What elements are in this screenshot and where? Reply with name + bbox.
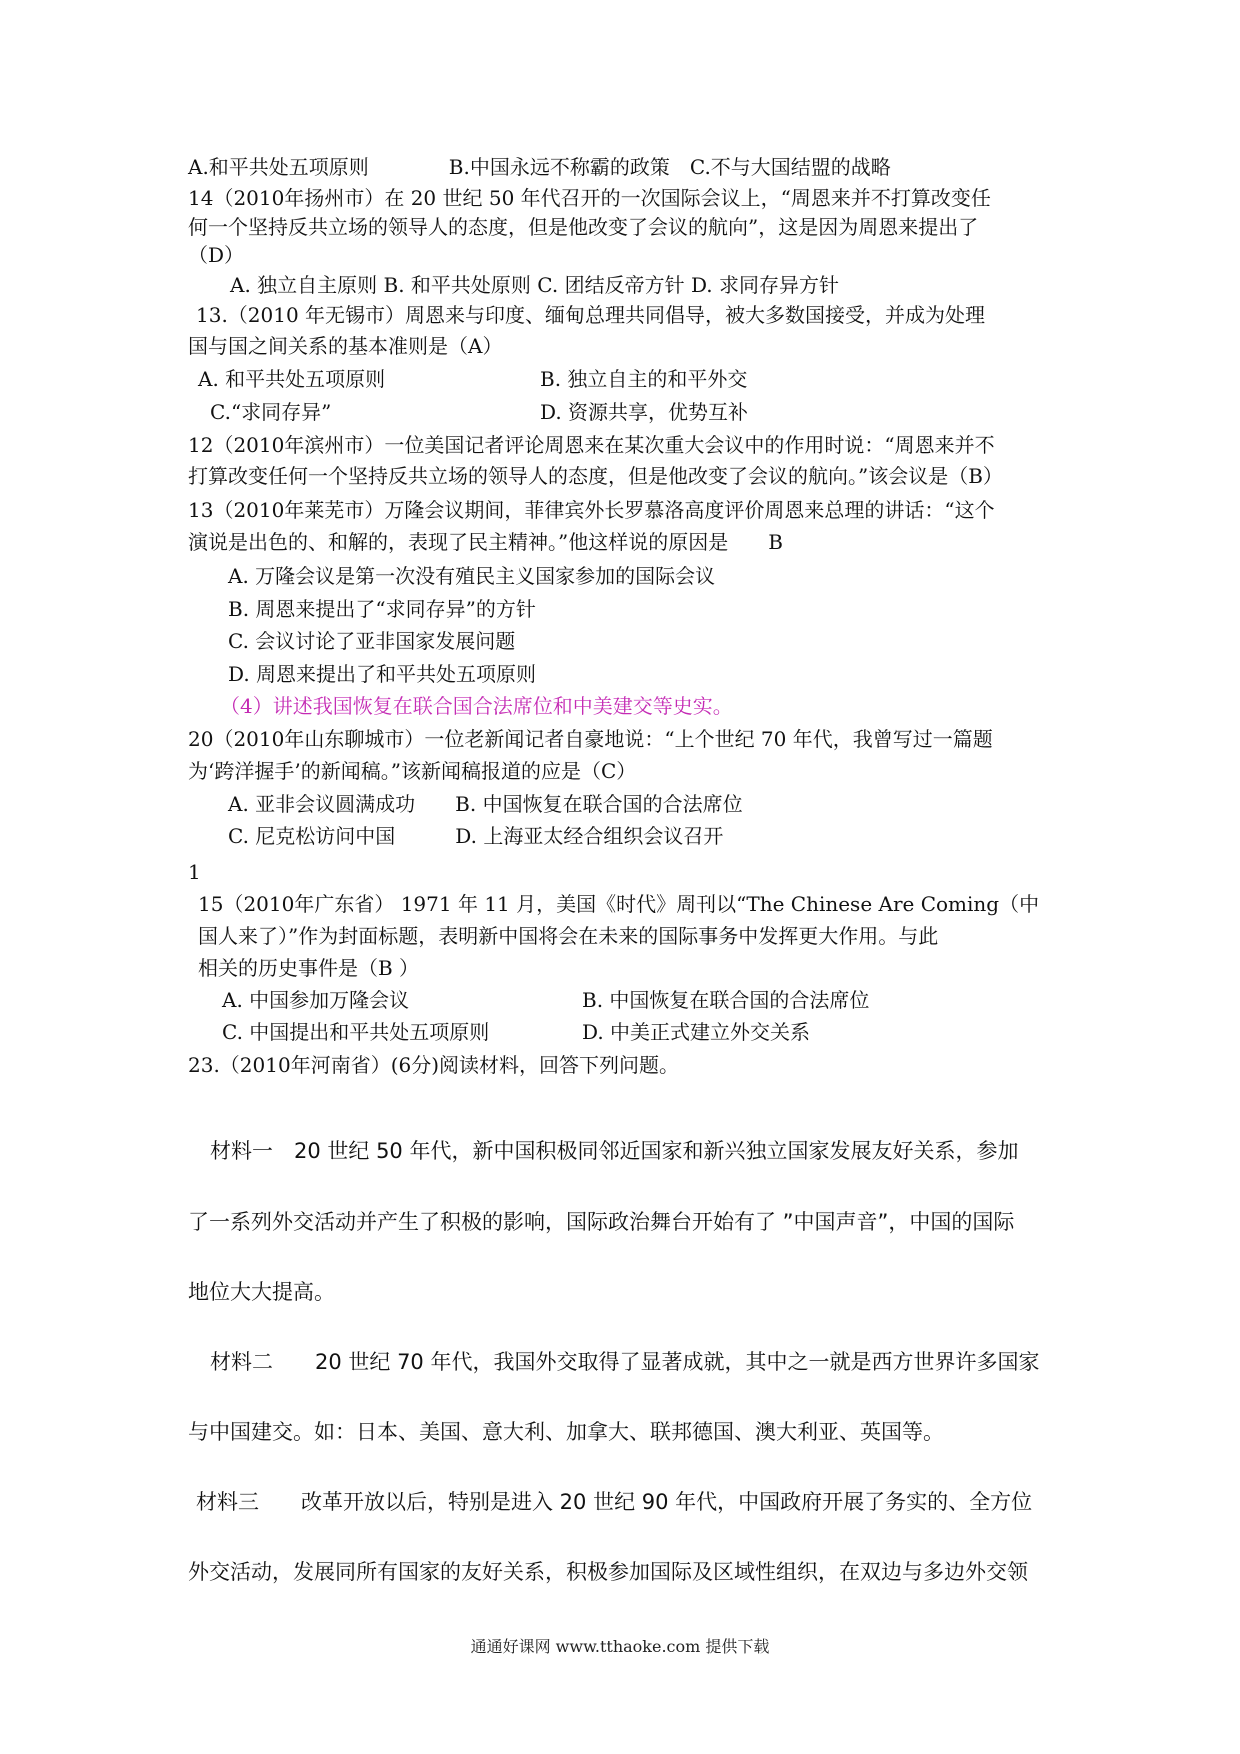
text-line: 国与国之间关系的基本准则是（A） bbox=[188, 334, 503, 358]
text-line: 何一个坚持反共立场的领导人的态度，但是他改变了会议的航向”，这是因为周恩来提出了 bbox=[188, 215, 979, 239]
text-line: 了一系列外交活动并产生了积极的影响，国际政治舞台开始有了 ”中国声音”，中国的国际 bbox=[188, 1210, 1015, 1234]
text-line: B. 独立自主的和平外交 bbox=[540, 367, 748, 391]
text-line: B. 周恩来提出了“求同存异”的方针 bbox=[228, 597, 536, 621]
text-line: D. 资源共享，优势互补 bbox=[540, 400, 749, 424]
text-line: C. 中国提出和平共处五项原则 bbox=[222, 1020, 490, 1044]
text-line: 外交活动，发展同所有国家的友好关系，积极参加国际及区域性组织，在双边与多边外交领 bbox=[188, 1560, 1028, 1584]
text-line: 23.（2010年河南省）(6分)阅读材料，回答下列问题。 bbox=[188, 1053, 680, 1077]
text-line: 与中国建交。如：日本、美国、意大利、加拿大、联邦德国、澳大利亚、英国等。 bbox=[188, 1420, 944, 1444]
text-line: 国人来了）”作为封面标题，表明新中国将会在未来的国际事务中发挥更大作用。与此 bbox=[198, 924, 939, 948]
text-line: 材料三 改革开放以后，特别是进入 20 世纪 90 年代，中国政府开展了务实的、全方位 bbox=[196, 1490, 1033, 1514]
text-line: C. 尼克松访问中国 D. 上海亚太经合组织会议召开 bbox=[228, 824, 724, 848]
text-line: B. 中国恢复在联合国的合法席位 bbox=[582, 988, 870, 1012]
text-line: （D） bbox=[188, 243, 245, 267]
text-line: A.和平共处五项原则 B.中国永远不称霸的政策 C.不与大国结盟的战略 bbox=[188, 155, 891, 179]
text-line: 打算改变任何一个坚持反共立场的领导人的态度，但是他改变了会议的航向。”该会议是（B） bbox=[188, 464, 1003, 488]
text-line: A. 万隆会议是第一次没有殖民主义国家参加的国际会议 bbox=[228, 564, 716, 588]
text-line: 地位大大提高。 bbox=[188, 1280, 335, 1304]
text-line: A. 独立自主原则 B. 和平共处原则 C. 团结反帝方针 D. 求同存异方针 bbox=[230, 273, 839, 297]
text-line: 14（2010年扬州市）在 20 世纪 50 年代召开的一次国际会议上，“周恩来并不打算改变任 bbox=[188, 186, 991, 210]
text-line: 12（2010年滨州市）一位美国记者评论周恩来在某次重大会议中的作用时说：“周恩来并不 bbox=[188, 433, 995, 457]
text-line: 相关的历史事件是（B ） bbox=[198, 956, 420, 980]
text-line: 为‘跨洋握手’的新闻稿。”该新闻稿报道的应是（C） bbox=[188, 759, 637, 783]
text-line: （4）讲述我国恢复在联合国合法席位和中美建交等史实。 bbox=[220, 694, 733, 718]
page-footer: 通通好课网 www.tthaoke.com 提供下载 bbox=[470, 1637, 770, 1656]
text-line: C. 会议讨论了亚非国家发展问题 bbox=[228, 629, 516, 653]
text-line: 材料二 20 世纪 70 年代，我国外交取得了显著成就，其中之一就是西方世界许多国家 bbox=[210, 1350, 1040, 1374]
text-line: 13（2010年莱芜市）万隆会议期间，菲律宾外长罗慕洛高度评价周恩来总理的讲话：“这个 bbox=[188, 498, 995, 522]
text-line: 15（2010年广东省） 1971 年 11 月，美国《时代》周刊以“The Chinese Are Coming（中 bbox=[198, 892, 1040, 916]
text-line: 20（2010年山东聊城市）一位老新闻记者自豪地说：“上个世纪 70 年代，我曾写过一篇题 bbox=[188, 727, 993, 751]
text-line: 材料一 20 世纪 50 年代，新中国积极同邻近国家和新兴独立国家发展友好关系，参加 bbox=[210, 1139, 1019, 1163]
text-line: A. 和平共处五项原则 bbox=[198, 367, 386, 391]
text-line: D. 周恩来提出了和平共处五项原则 bbox=[228, 662, 537, 686]
text-line: A. 中国参加万隆会议 bbox=[222, 988, 410, 1012]
text-line: D. 中美正式建立外交关系 bbox=[582, 1020, 811, 1044]
text-line: C.“求同存异” bbox=[210, 400, 332, 424]
text-line: 1 bbox=[188, 860, 201, 884]
text-line: 13.（2010 年无锡市）周恩来与印度、缅甸总理共同倡导，被大多数国接受，并成为处理 bbox=[196, 303, 986, 327]
text-line: A. 亚非会议圆满成功 B. 中国恢复在联合国的合法席位 bbox=[228, 792, 743, 816]
text-line: 演说是出色的、和解的，表现了民主精神。”他这样说的原因是 B bbox=[188, 530, 783, 554]
